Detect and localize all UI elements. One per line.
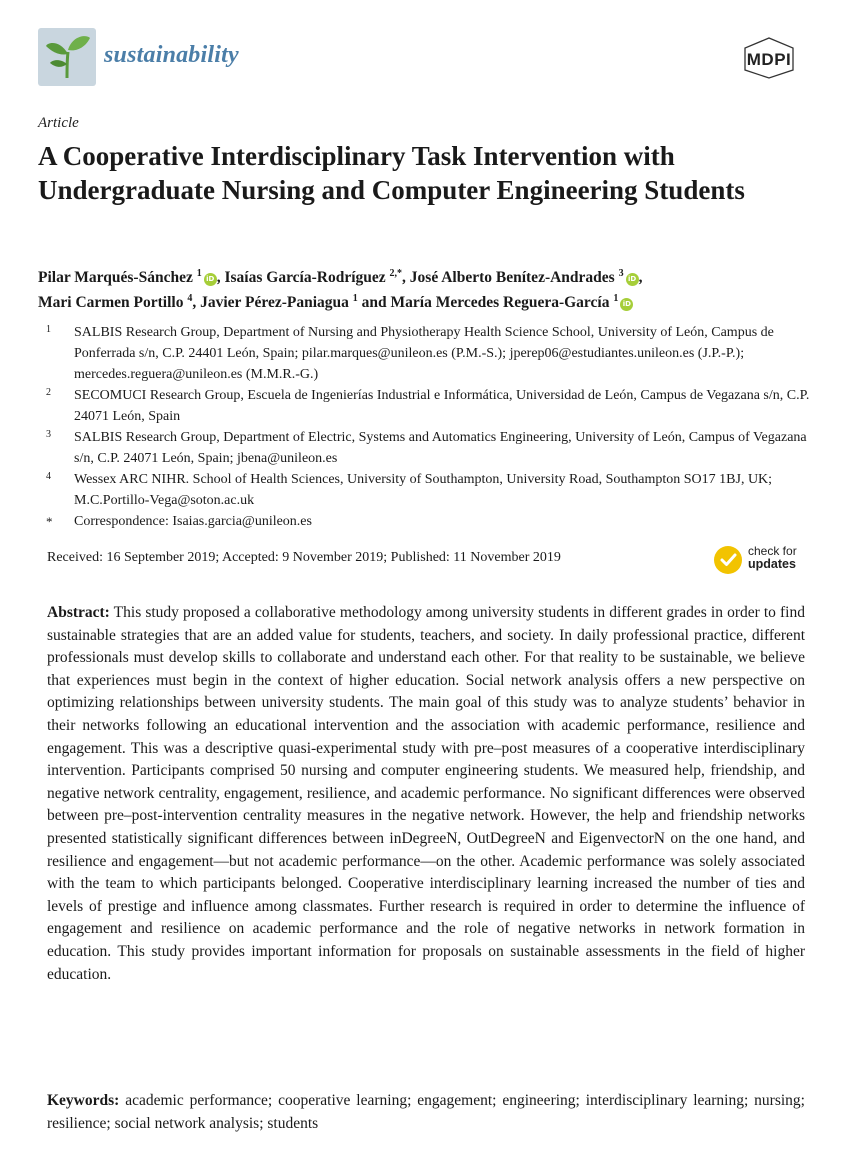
author-list [38, 265, 808, 315]
orcid-icon[interactable]: iD [204, 273, 217, 286]
affiliation-text: SALBIS Research Group, Department of Electric, Systems and Automatics Engineering, University of León, Campus of Vegazana s/n, C.P. 24071 León, Spain; jbena@unileon.es [74, 430, 807, 466]
author-affiliation-mark: 2,* [389, 267, 403, 279]
affiliation-item [38, 469, 813, 511]
checkmark-icon [714, 546, 742, 574]
affiliation-list [38, 322, 813, 532]
affiliation-item [38, 511, 813, 532]
journal-name: sustainability [104, 42, 239, 68]
orcid-icon[interactable]: iD [620, 298, 633, 311]
orcid-icon[interactable]: iD [626, 273, 639, 286]
updates-line: updates [748, 557, 796, 571]
publisher-name: MDPI [746, 50, 792, 69]
abstract-text: This study proposed a collaborative methodology among university students in different grades in order to find sustainable strategies that are an added value for students, teachers, and society. In daily professional practice, different professionals must develop skills to collaborate and understand each other. For that reality to be sustainable, we believe that experiences must begin in the context of higher education. Social network analysis offers a new perspective on optimizing relationships between university students. The main goal of this study was to analyze students’ behavior in their networks following an educational intervention and the association with academic performance, resilience and engagement. This was a descriptive quasi-experimental study with pre–post measures of a cooperative interdisciplinary intervention. Participants comprised 50 nursing and computer engineering students. We measured help, friendship, and negative network centrality, engagement, resilience, and academic performance. No significant differences were observed between pre–post-intervention centrality measures in the negative network. However, the help and friendship networks presented statistically significant differences between inDegreeN, OutDegreeN and EigenvectorN on the one hand, and resilience and engagement—but not academic performance—on the other. Academic performance was solely associated with the team to which participants belonged. Cooperative interdisciplinary learning increased the number of ties and levels of prestige and influence among classmates. Further research is required in order to determine the influence of engagement and resilience on academic performance and the role of negative networks in network formation in education. This study provides important information for proposals on sustainable assessments in the field of higher education. [47, 604, 805, 983]
author-separator: , [638, 269, 643, 286]
publication-dates: Received: 16 September 2019; Accepted: 9 November 2019; Published: 11 November 2019 [47, 550, 561, 565]
paper-title: A Cooperative Interdisciplinary Task Intervention with Undergraduate Nursing and Computer Engineering Students [38, 141, 745, 205]
check-for-updates-label [748, 545, 797, 571]
author-name: Mari Carmen Portillo [38, 294, 184, 311]
affiliation-item [38, 427, 813, 469]
affiliation-item [38, 385, 813, 427]
affiliation-number: 3 [46, 429, 51, 440]
affiliation-number: * [46, 514, 53, 529]
check-badge [714, 546, 742, 574]
author-name: José Alberto Benítez-Andrades [409, 269, 615, 286]
author-affiliation-mark: 3 [618, 267, 624, 279]
affiliation-number: 1 [46, 324, 51, 335]
affiliation-item [38, 322, 813, 385]
affiliation-text: Correspondence: Isaias.garcia@unileon.es [74, 514, 312, 529]
author-separator: , [402, 269, 410, 286]
keywords-text: academic performance; cooperative learning; engagement; engineering; interdisciplinary learning; nursing; resilience; social network analysis; students [47, 1092, 805, 1132]
author-affiliation-mark: 1 [352, 292, 358, 304]
affiliation-text: SECOMUCI Research Group, Escuela de Ingenierías Industrial e Informática, Universidad de León, Campus de Vegazana s/n, C.P. 24071 León, Spain [74, 388, 810, 424]
check-for-line: check for [748, 544, 797, 558]
author-affiliation-mark: 4 [187, 292, 193, 304]
affiliation-number: 4 [46, 471, 51, 482]
author-affiliation-mark: 1 [196, 267, 202, 279]
check-for-updates-button[interactable] [714, 544, 814, 578]
abstract-label: Abstract: [47, 604, 110, 621]
author-affiliation-mark: 1 [613, 292, 619, 304]
author-name: María Mercedes Reguera-García [390, 294, 610, 311]
affiliation-number: 2 [46, 387, 51, 398]
author-separator: , [192, 294, 201, 311]
author-name: Pilar Marqués-Sánchez [38, 269, 193, 286]
affiliation-text: SALBIS Research Group, Department of Nursing and Physiotherapy Health Science School, University of León, Campus de Ponferrada s/n, C.P. 24401 León, Spain; pilar.marques@unileon.es (P.M.-S.); jperep06@estudiantes.unileon.es (J.P.-P.); mercedes.reguera@unileon.es (M.M.R.-G.) [74, 325, 774, 382]
publisher-logo [735, 36, 803, 80]
article-type: Article [38, 115, 79, 131]
journal-logo [38, 28, 96, 86]
affiliation-text: Wessex ARC NIHR. School of Health Sciences, University of Southampton, University Road, Southampton SO17 1BJ, UK; M.C.Portillo-Vega@soton.ac.uk [74, 472, 773, 508]
author-name: Javier Pérez-Paniagua [200, 294, 349, 311]
author-separator: , [216, 269, 225, 286]
keywords-label: Keywords: [47, 1092, 120, 1109]
keywords [47, 1090, 805, 1135]
plant-sprout-icon [38, 28, 96, 86]
journal-header [38, 28, 813, 90]
author-name: Isaías García-Rodríguez [224, 269, 386, 286]
author-separator: and [357, 294, 391, 311]
abstract [47, 602, 805, 986]
